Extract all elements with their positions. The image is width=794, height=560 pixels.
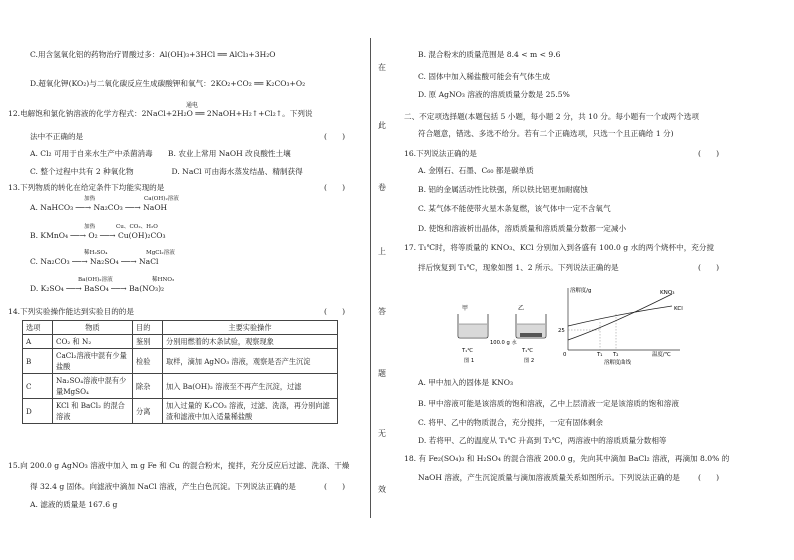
q12-answer-paren[interactable]: ( ) — [324, 132, 346, 141]
table-row — [23, 349, 338, 374]
q16-option-a: A. 金刚石、石墨、C₆₀ 都是碳单质 — [418, 166, 534, 175]
binding-char: 效 — [378, 485, 386, 494]
q12-condition: 通电 — [186, 102, 199, 109]
figure-1-caption: 图 1 — [464, 358, 475, 364]
kcl-label: KCl — [674, 306, 683, 312]
beaker-1 — [458, 314, 488, 338]
section-2-heading-2: 符合题意，错选、多选不给分。若有二个正确选项，只选一个且正确给 1 分) — [418, 129, 674, 138]
kcl-curve — [568, 306, 672, 326]
table-cell: A — [23, 335, 53, 349]
q18-stem-2: NaOH 溶液，产生沉淀质量与滴加溶液质量关系如图所示。下列说法正确的是 — [418, 473, 680, 482]
beaker-label-jia: 甲 — [462, 305, 469, 312]
graph-origin: 0 — [563, 352, 567, 358]
table-row — [23, 399, 338, 424]
table-cell: C — [23, 374, 53, 399]
table-row — [23, 374, 338, 399]
table-cell: B — [23, 349, 53, 374]
table-header: 物质 — [53, 321, 133, 335]
water-label: 100.0 g 水 — [490, 340, 517, 346]
q12-stem-2: 法中不正确的是 — [30, 132, 84, 141]
binding-char: 卷 — [378, 183, 386, 192]
table-header-row — [23, 321, 338, 335]
q12-options-cd: C. 整个过程中共有 2 种氧化物 D. NaCl 可由海水蒸发结晶、精制获得 — [30, 167, 303, 176]
q13d-cond-2: 稀HNO₃ — [152, 277, 175, 283]
table-cell: Na₂SO₄溶液中混有少量MgSO₄ — [53, 374, 133, 399]
table-header: 目的 — [133, 321, 163, 335]
q16-option-b: B. 铝的金属活动性比铁强，所以铁比铝更加耐腐蚀 — [418, 185, 588, 194]
table-cell: D — [23, 399, 53, 424]
solubility-graph — [548, 284, 698, 366]
q13a-cond-1: 加热 — [84, 196, 96, 202]
binding-char: 无 — [378, 429, 386, 438]
q11-option-d: D.超氧化钾(KO₂)与二氧化碳反应生成碳酸钾和氧气：2KO₂+CO₂ ══ K₂CO₃+O₂ — [30, 79, 306, 88]
q15-stem-2: 得 32.4 g 固体。向滤液中滴加 NaCl 溶液，产生白色沉淀。下列说法正确的是 — [30, 482, 296, 491]
q17-stem: 17. T₁℃时，将等质量的 KNO₃、KCl 分别加入到各盛有 100.0 g 水的两个烧杯中，充分搅 — [404, 243, 715, 252]
beaker-label-yi: 乙 — [518, 305, 525, 312]
q17-option-d: D. 若将甲、乙的温度从 T₁℃ 升高到 T₂℃，两溶液中的溶质质量分数相等 — [418, 436, 667, 445]
binding-char: 题 — [378, 369, 386, 378]
q15-stem: 15.向 200.0 g AgNO₃ 溶液中加入 m g Fe 和 Cu 的混合粉末，搅拌，充分反应后过滤、洗涤、干燥 — [8, 461, 350, 470]
table-cell: 取样，滴加 AgNO₃ 溶液，观察是否产生沉淀 — [163, 349, 338, 374]
q15-option-d: D. 原 AgNO₃ 溶液的溶质质量分数是 25.5% — [418, 90, 570, 99]
q13-answer-paren[interactable]: ( ) — [324, 183, 346, 192]
table-cell: 加入 Ba(OH)₂ 溶液至不再产生沉淀，过滤 — [163, 374, 338, 399]
q13c-cond-1: 稀H₂SO₄ — [84, 250, 108, 256]
q13-option-c: C. Na₂CO₃ ──→ Na₂SO₄ ──→ NaCl — [30, 257, 159, 266]
q14-options-table — [22, 320, 338, 424]
q12-stem: 12.电解饱和氯化钠溶液的化学方程式：2NaCl+2H₂O ══ 2NaOH+H₂↑+Cl₂↑。下列说 — [8, 109, 313, 118]
q13-option-a: A. NaHCO₃ ──→ Na₂CO₃ ──→ NaOH — [30, 203, 168, 212]
table-cell: CO₂ 和 N₂ — [53, 335, 133, 349]
q13-option-b: B. KMnO₄ ──→ O₂ ──→ Cu(OH)₂CO₃ — [30, 231, 166, 240]
binding-line — [370, 38, 371, 518]
q16-stem: 16.下列说法正确的是 — [404, 149, 477, 158]
q15-option-c: C. 固体中加入稀盐酸可能会有气体生成 — [418, 72, 550, 81]
q13b-cond-2: Cu、CO₂、H₂O — [116, 224, 158, 230]
beaker-temp-1: T₁℃ — [462, 348, 474, 354]
table-row — [23, 335, 338, 349]
graph-x-label: 温度/℃ — [652, 352, 671, 358]
binding-char: 上 — [378, 247, 386, 256]
q13c-cond-2: MgCl₂溶液 — [146, 250, 175, 256]
q17-option-c: C. 将甲、乙中的物质混合，充分搅拌，一定有固体剩余 — [418, 418, 604, 427]
binding-char: 此 — [378, 121, 386, 130]
graph-t2: T₂ — [613, 352, 619, 358]
table-cell: 分别用燃着的木条试验，观察现象 — [163, 335, 338, 349]
q11-option-c: C.用含氢氧化铝的药物治疗胃酸过多：Al(OH)₃+3HCl ══ AlCl₃+3H₂O — [30, 50, 276, 59]
q17-option-a: A. 甲中加入的固体是 KNO₃ — [418, 378, 514, 387]
q13a-cond-2: Ca(OH)₂溶液 — [144, 196, 179, 202]
q14-stem: 14.下列实验操作能达到实验目的的是 — [8, 307, 134, 316]
table-cell: CaCl₂溶液中混有少量盐酸 — [53, 349, 133, 374]
q16-option-c: C. 某气体不能使带火星木条复燃，该气体中一定不含氧气 — [418, 204, 611, 213]
q14-answer-paren[interactable]: ( ) — [324, 307, 346, 316]
q13d-cond-1: Ba(OH)₂溶液 — [78, 277, 113, 283]
beaker-2 — [516, 314, 546, 338]
q13b-cond-1: 加热 — [84, 224, 96, 230]
graph-y-label: 溶解度/g — [570, 288, 592, 294]
q13-stem: 13.下列物质的转化在给定条件下均能实现的是 — [8, 183, 165, 192]
q16-answer-paren[interactable]: ( ) — [698, 149, 720, 158]
q18-answer-paren[interactable]: ( ) — [698, 473, 720, 482]
q15-answer-paren[interactable]: ( ) — [324, 482, 346, 491]
q17-stem-2: 拌后恢复到 T₁℃，现象如图 1、2 所示。下列说法正确的是 — [418, 263, 619, 272]
q18-stem: 18. 有 Fe₂(SO₄)₃ 和 H₂SO₄ 的混合溶液 200.0 g，先向其中滴加 BaCl₂ 溶液，再滴加 8.0% 的 — [404, 454, 730, 463]
q17-answer-paren[interactable]: ( ) — [698, 263, 720, 272]
table-cell: 加入过量的 K₂CO₃ 溶液，过滤、洗涤，再分别向滤渣和滤液中加入适量稀盐酸 — [163, 399, 338, 424]
table-cell: 分离 — [133, 399, 163, 424]
q13-option-d: D. K₂SO₄ ──→ BaSO₄ ──→ Ba(NO₃)₂ — [30, 284, 165, 293]
q15-option-b: B. 混合粉末的质量范围是 8.4 < m < 9.6 — [418, 50, 561, 59]
kno3-curve — [568, 294, 672, 340]
binding-char: 答 — [378, 307, 386, 316]
q16-option-d: D. 使饱和溶液析出晶体，溶质质量和溶质质量分数都一定减小 — [418, 224, 627, 233]
kno3-label: KNO₃ — [660, 290, 675, 296]
graph-y-25: 25 — [558, 328, 565, 334]
binding-char: 在 — [378, 63, 386, 72]
figure-2-caption: 图 2 — [524, 358, 535, 364]
beaker-temp-2: T₁℃ — [522, 348, 534, 354]
table-header: 选项 — [23, 321, 53, 335]
q12-options-ab: A. Cl₂ 可用于自来水生产中杀菌消毒 B. 农业上常用 NaOH 改良酸性土壤 — [30, 149, 291, 158]
table-cell: 鉴别 — [133, 335, 163, 349]
q17-option-b: B. 甲中溶液可能是该溶质的饱和溶液，乙中上层清液一定是该溶质的饱和溶液 — [418, 399, 679, 408]
table-cell: 除杂 — [133, 374, 163, 399]
graph-t1: T₁ — [597, 352, 603, 358]
table-header: 主要实验操作 — [163, 321, 338, 335]
section-2-heading: 二、不定项选择题(本题包括 5 小题，每小题 2 分，共 10 分。每小题有一个或两个选项 — [404, 112, 699, 121]
table-cell: KCl 和 BaCl₂ 的混合溶液 — [53, 399, 133, 424]
q15-option-a: A. 滤液的质量是 167.6 g — [30, 500, 118, 509]
table-cell: 检验 — [133, 349, 163, 374]
graph-title: 溶解度曲线 — [604, 360, 631, 366]
